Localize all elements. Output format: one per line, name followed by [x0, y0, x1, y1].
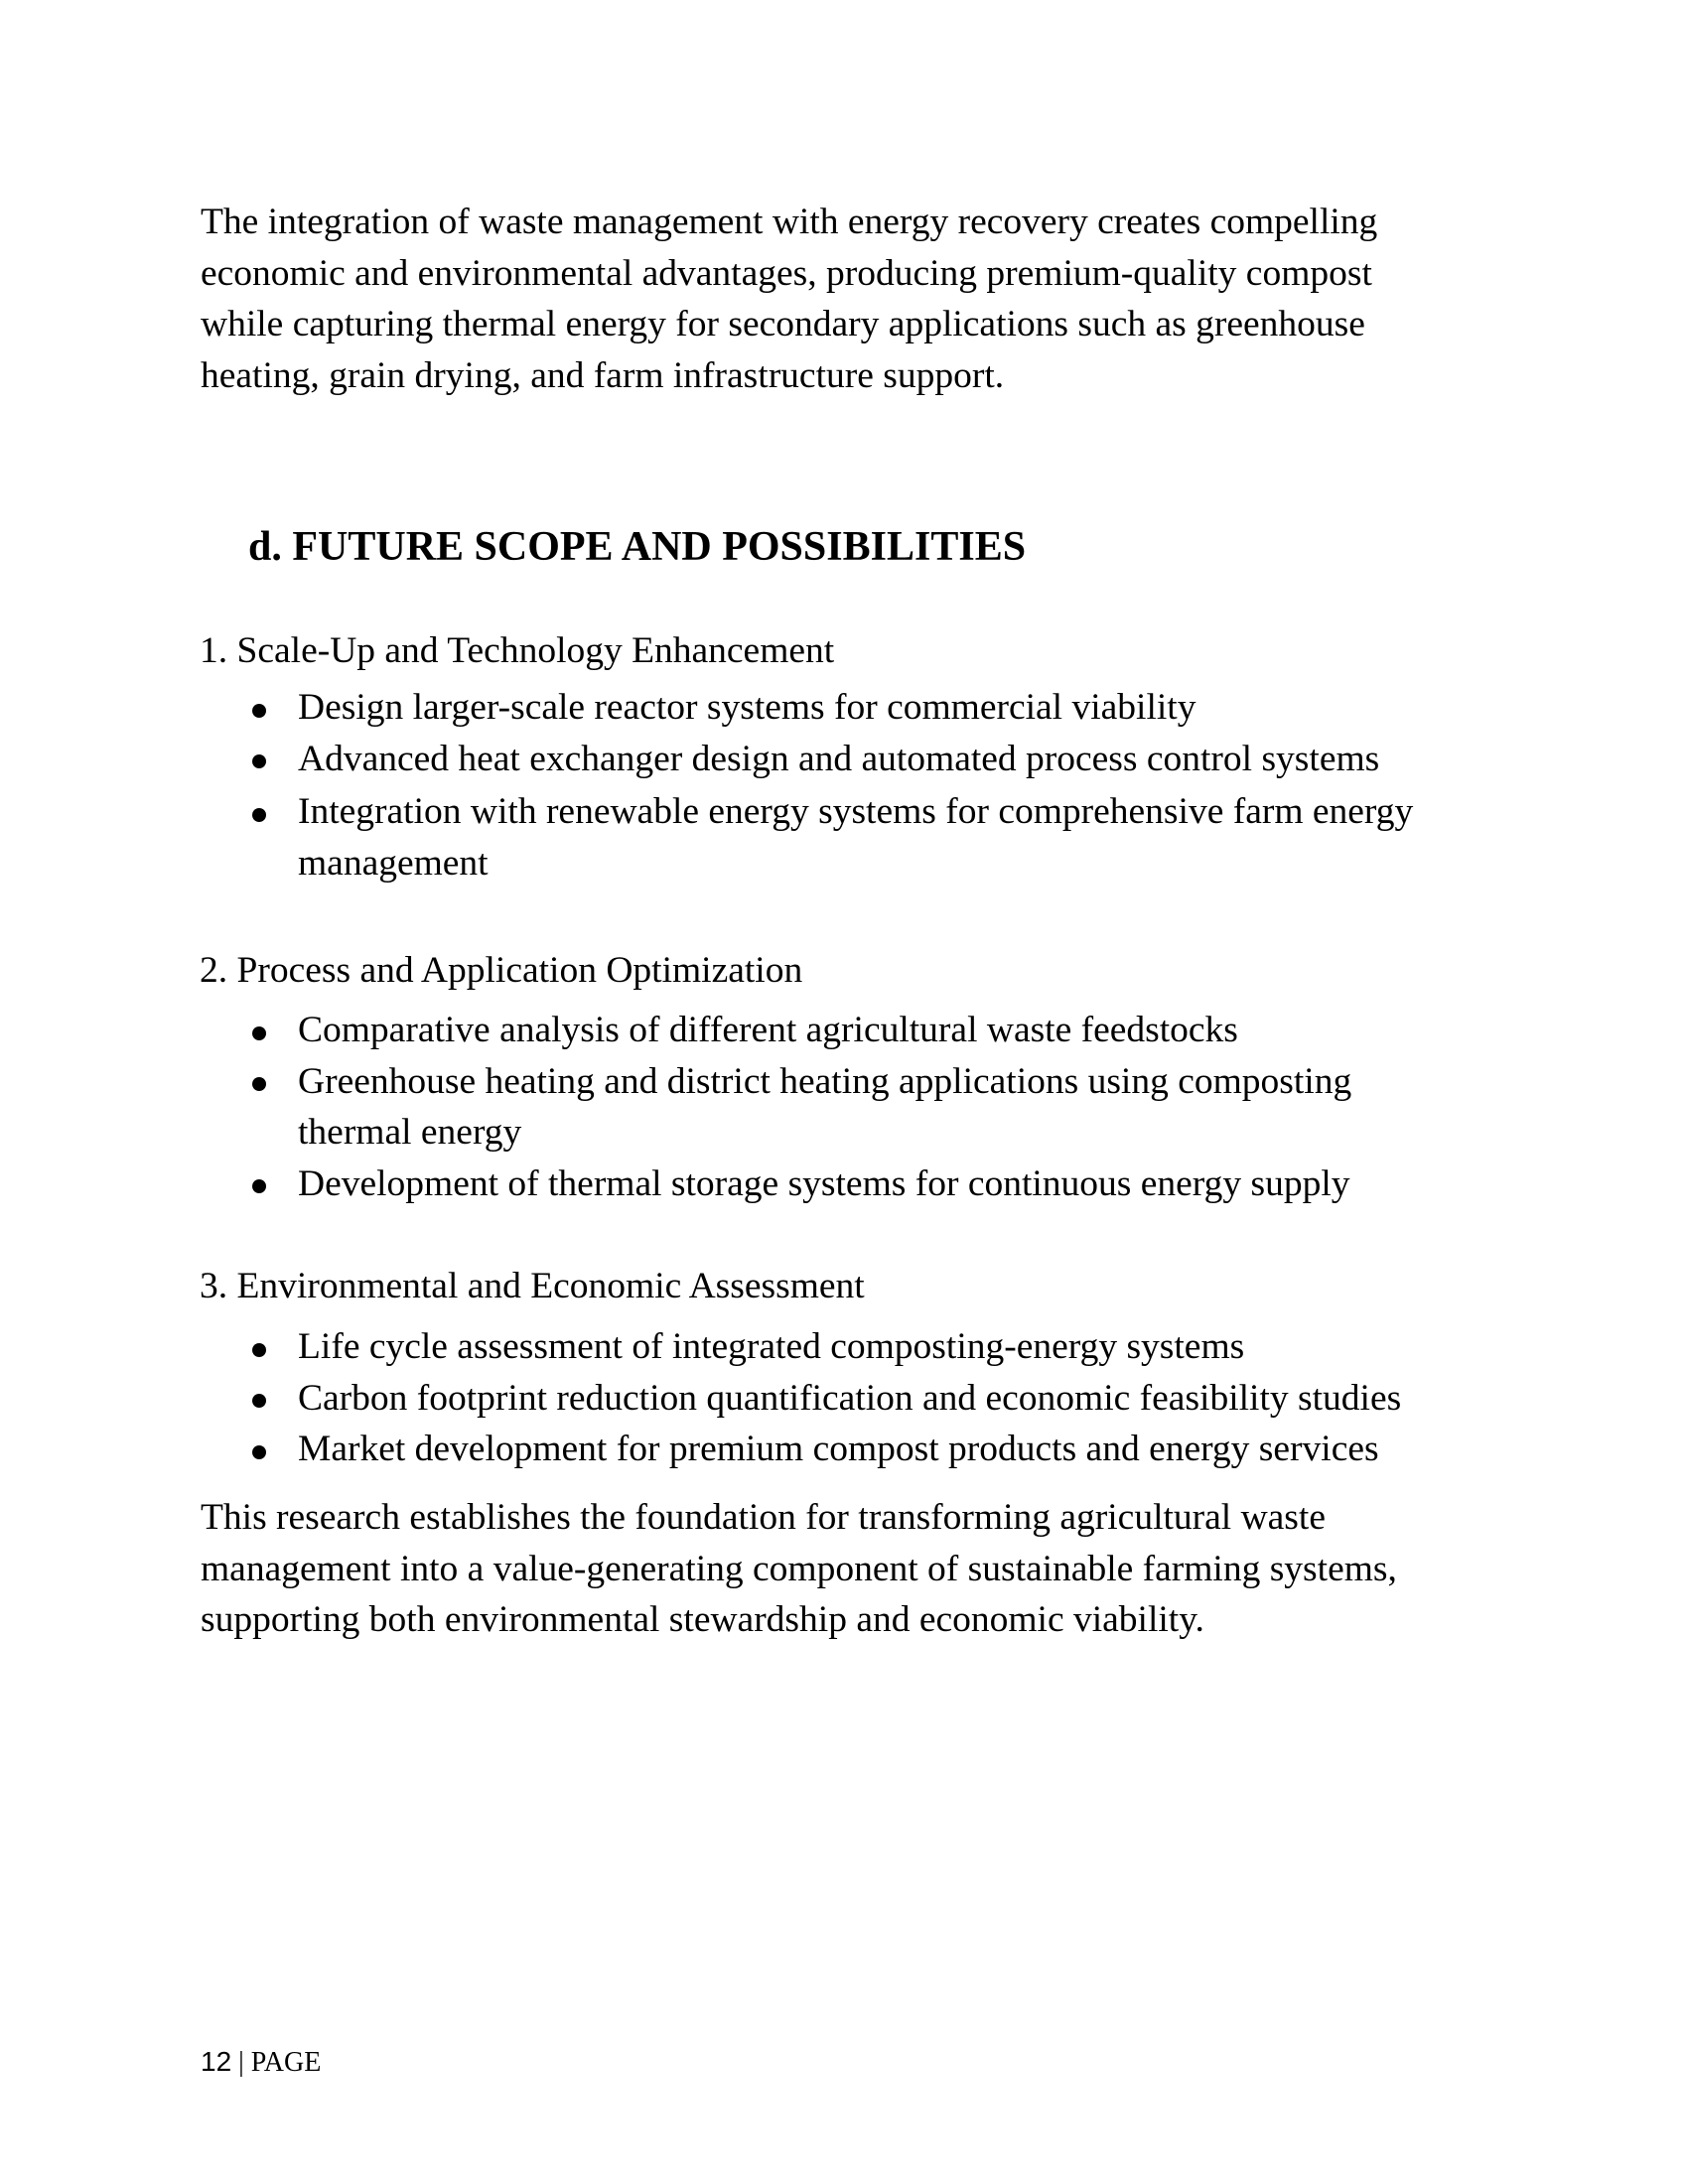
paragraph-line: while capturing thermal energy for secondary applications such as greenhouse — [201, 304, 1365, 344]
list-item-text: Carbon footprint reduction quantification and economic feasibility studies — [298, 1377, 1402, 1419]
paragraph-line: This research establishes the foundation for transforming agricultural waste — [201, 1497, 1326, 1538]
bullet-icon — [252, 1159, 268, 1210]
list-item — [298, 734, 1413, 785]
list-item — [298, 682, 1413, 734]
list-item-text: Integration with renewable energy systems for comprehensive farm energy — [298, 791, 1414, 832]
bullet-icon — [252, 1056, 268, 1108]
section-3-bullets — [298, 1321, 1401, 1475]
list-item-text: Life cycle assessment of integrated composting-energy systems — [298, 1326, 1245, 1367]
bullet-icon — [252, 1424, 268, 1475]
page-number: 12 — [201, 2046, 232, 2077]
page-label: PAGE — [250, 2047, 322, 2078]
list-item — [298, 1005, 1351, 1056]
paragraph-line: management into a value-generating component of sustainable farming systems, — [201, 1548, 1397, 1589]
closing-paragraph — [201, 1492, 1397, 1646]
list-item-text: Market development for premium compost products and energy services — [298, 1429, 1379, 1469]
list-item — [298, 1159, 1351, 1210]
paragraph-line: supporting both environmental stewardship and economic viability. — [201, 1599, 1204, 1640]
section-2 — [200, 945, 802, 997]
section-title: 3. Environmental and Economic Assessment — [200, 1266, 865, 1306]
bullet-icon — [252, 1373, 268, 1425]
list-item — [298, 1424, 1401, 1475]
section-3 — [200, 1261, 865, 1312]
list-item-text: Comparative analysis of different agricultural waste feedstocks — [298, 1010, 1238, 1050]
section-2-bullets — [298, 1005, 1351, 1209]
section-title: 2. Process and Application Optimization — [200, 950, 803, 991]
paragraph-line: economic and environmental advantages, producing premium-quality compost — [201, 252, 1372, 294]
paragraph-line: heating, grain drying, and farm infrastructure support. — [201, 354, 1005, 396]
list-item-text: management — [298, 842, 489, 884]
section-1 — [200, 625, 834, 677]
list-item — [298, 1056, 1351, 1159]
page-footer — [201, 2045, 321, 2080]
list-item-text: Advanced heat exchanger design and automated process control systems — [298, 738, 1380, 779]
list-item — [298, 1373, 1401, 1425]
section-title: 1. Scale-Up and Technology Enhancement — [200, 630, 835, 671]
list-item — [298, 786, 1413, 888]
bullet-icon — [252, 1005, 268, 1056]
list-item-text: Development of thermal storage systems for continuous energy supply — [298, 1162, 1350, 1204]
bullet-icon — [252, 786, 268, 838]
bullet-icon — [252, 734, 268, 785]
intro-paragraph — [201, 197, 1377, 401]
section-1-bullets — [298, 682, 1413, 888]
list-item-text: Design larger-scale reactor systems for commercial viability — [298, 687, 1196, 728]
section-heading: d. FUTURE SCOPE AND POSSIBILITIES — [248, 524, 1027, 570]
list-item-text: thermal energy — [298, 1112, 522, 1153]
list-item — [298, 1321, 1401, 1373]
paragraph-line: The integration of waste management with energy recovery creates compelling — [201, 202, 1378, 242]
bullet-icon — [252, 1321, 268, 1373]
list-item-text: Greenhouse heating and district heating applications using composting — [298, 1060, 1352, 1102]
bullet-icon — [252, 682, 268, 734]
footer-separator: | — [231, 2047, 251, 2078]
